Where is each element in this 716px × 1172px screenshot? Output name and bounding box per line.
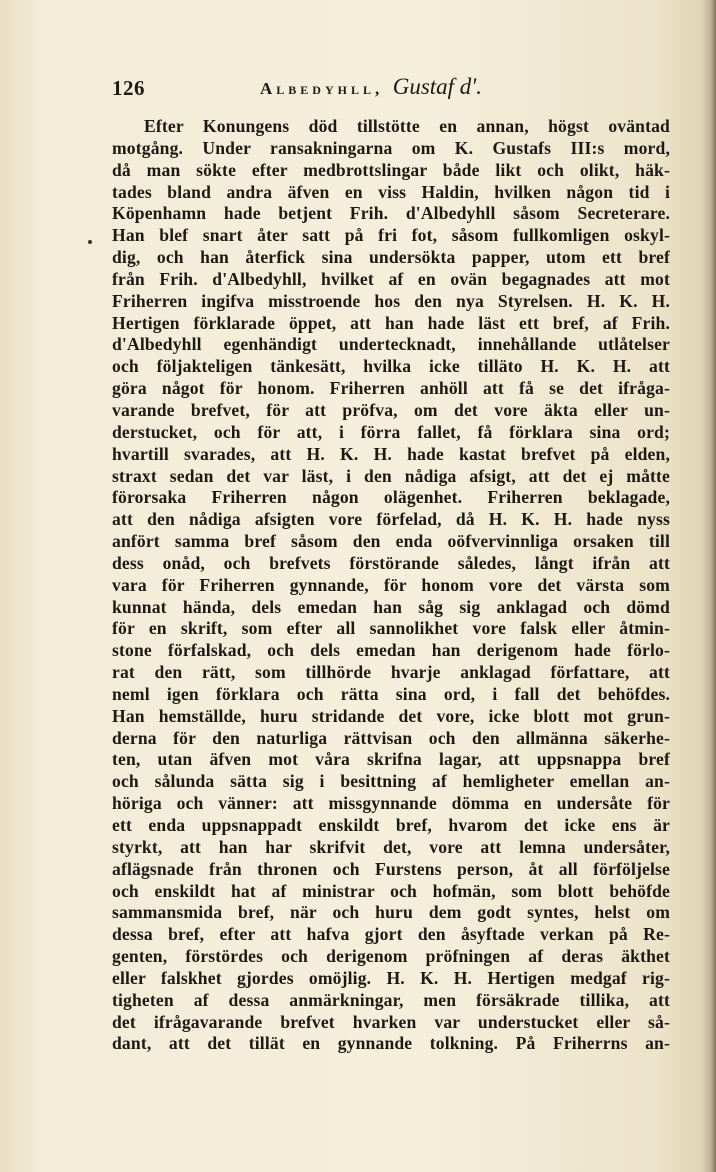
text-line: tigheten af dessa anmärkningar, men försäkrade tillika, att — [112, 989, 670, 1010]
text-line: stone förfalskad, och dels emedan han derigenom hade förlo- — [112, 640, 670, 661]
text-line: Friherren ingifva misstroende hos den nya Styrelsen. H. K. H. — [112, 290, 670, 311]
text-line: då man sökte efter medbrottslingar både likt och olikt, häk- — [112, 159, 670, 180]
page-number: 126 — [112, 76, 145, 100]
text-line: dess onåd, och brefvets förstörande således, långt ifrån att — [112, 552, 670, 573]
running-title — [260, 74, 482, 100]
text-line: höriga och vänner: att missgynnande dömma en undersåte för — [112, 793, 670, 814]
text-line: det ifrågavarande brefvet hvarken var understucket eller så- — [112, 1011, 670, 1032]
text-line: ten, utan äfven mot våra skrifna lagar, att uppsnappa bref — [112, 749, 670, 770]
text-line: motgång. Under ransakningarna om K. Gustafs III:s mord, — [112, 137, 670, 158]
text-line: d'Albedyhll egenhändigt undertecknadt, innehållande utlåtelser — [112, 334, 670, 355]
text-line: aflägsnade från thronen och Furstens person, åt all förföljelse — [112, 858, 670, 879]
text-line: tades bland andra äfven en viss Haldin, hvilken någon tid i — [112, 181, 670, 202]
text-line: och sålunda sätta sig i besittning af hemligheter emellan an- — [112, 771, 670, 792]
body-text — [112, 116, 670, 1055]
running-title-italic: Gustaf d'. — [392, 74, 482, 99]
text-line: anfört samma bref såsom den enda oöfvervinnliga orsaken till — [112, 531, 670, 552]
text-line: straxt sedan det var läst, i den nådiga afsigt, att det ej måtte — [112, 465, 670, 486]
text-line: dant, att det tillät en gynnande tolkning. På Friherrns an- — [112, 1033, 670, 1054]
text-line: styrkt, att han har skrifvit det, vore att lemna undersåter, — [112, 836, 670, 857]
text-line: derna för den naturliga rättvisan och den allmänna säkerhe- — [112, 727, 670, 748]
text-line: förorsaka Friherren någon olägenhet. Friherren beklagade, — [112, 487, 670, 508]
page-gutter-shadow — [702, 0, 716, 1172]
text-line: Hertigen förklarade öppet, att han hade läst ett bref, af Frih. — [112, 312, 670, 333]
text-line: kunnat hända, dels emedan han såg sig anklagad och dömd — [112, 596, 670, 617]
margin-dot — [88, 240, 92, 244]
text-line: eller falskhet gjordes omöjlig. H. K. H. Hertigen medgaf rig- — [112, 967, 670, 988]
text-line: dessa bref, efter att hafva gjort den åsyftade verkan på Re- — [112, 924, 670, 945]
text-line: rat den rätt, som tillhörde hvarje anklagad författare, att — [112, 662, 670, 683]
text-line: från Frih. d'Albedyhll, hvilket af en ovän begagnades att mot — [112, 268, 670, 289]
text-line: vara för Friherren gynnande, för honom vore det värsta som — [112, 574, 670, 595]
text-line: att den nådiga afsigten vore förfelad, då H. K. H. hade nyss — [112, 509, 670, 530]
text-line: Han hemställde, huru stridande det vore, icke blott mot grun- — [112, 705, 670, 726]
text-line: och följakteligen tänkesätt, hvilka icke tilläto H. K. H. att — [112, 356, 670, 377]
text-line: Efter Konungens död tillstötte en annan, högst oväntad — [144, 116, 670, 136]
text-line: derstucket, och för att, i förra fallet, få förklara sina ord; — [112, 421, 670, 442]
text-line: Han blef snart åter satt på fri fot, såsom fullkomligen oskyl- — [112, 225, 670, 246]
text-line: göra något för honom. Friherren anhöll att få se det ifråga- — [112, 378, 670, 399]
text-line: dig, och han återfick sina undersökta papper, utom ett bref — [112, 247, 670, 268]
text-line: och enskildt hat af ministrar och hofmän, som blott behöfde — [112, 880, 670, 901]
running-header — [112, 74, 672, 104]
text-line: för en skrift, som efter all sannolikhet vore falsk eller åtmin- — [112, 618, 670, 639]
text-line: neml igen förklara och rätta sina ord, i fall det behöfdes. — [112, 683, 670, 704]
running-title-name: Albedyhll, — [260, 79, 384, 98]
text-line: Köpenhamn hade betjent Frih. d'Albedyhll såsom Secreterare. — [112, 203, 670, 224]
text-line: hvartill svarades, att H. K. H. hade kastat brefvet på elden, — [112, 443, 670, 464]
text-line: genten, förstördes och derigenom pröfningen af deras äkthet — [112, 946, 670, 967]
text-line: ett enda uppsnappadt enskildt bref, hvarom det icke ens är — [112, 815, 670, 835]
text-line: varande brefvet, för att pröfva, om det vore äkta eller un- — [112, 399, 670, 420]
text-line: sammansmida bref, när och huru dem godt syntes, helst om — [112, 902, 670, 923]
